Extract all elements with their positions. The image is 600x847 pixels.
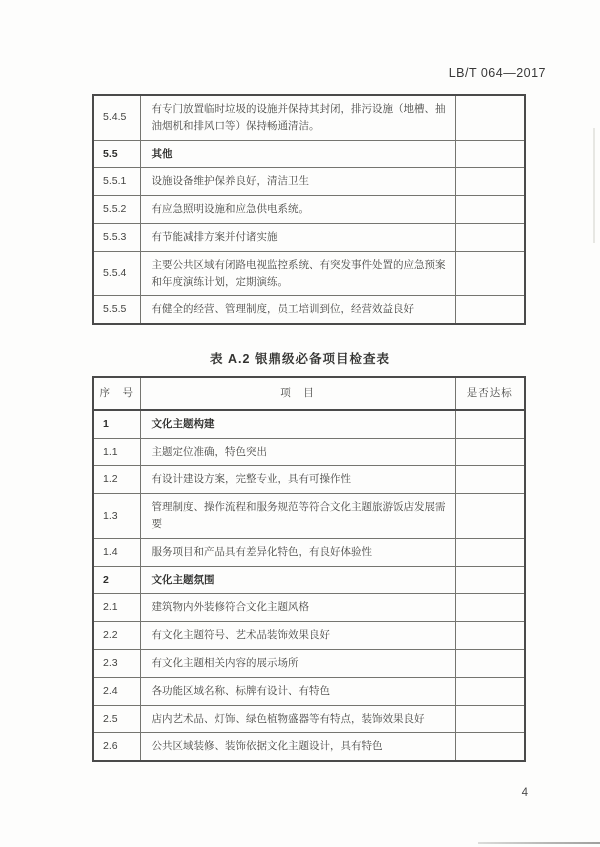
table-row: [93, 594, 525, 622]
table-row: [93, 649, 525, 677]
row-number-cell: 2.2: [93, 622, 140, 650]
row-status-cell: [455, 622, 525, 650]
row-status-cell: [455, 438, 525, 466]
table-row: [93, 494, 525, 539]
table-row: [93, 95, 525, 140]
section-row: [93, 566, 525, 594]
row-number-cell: 2.3: [93, 649, 140, 677]
row-item-cell: 设施设备维护保养良好，清洁卫生: [140, 168, 455, 196]
row-item-cell: 有节能减排方案并付诸实施: [140, 223, 455, 251]
table-row: [93, 733, 525, 761]
row-item-cell: 建筑物内外装修符合文化主题风格: [140, 594, 455, 622]
row-number-cell: 1.2: [93, 466, 140, 494]
table-row: [93, 168, 525, 196]
row-item-cell: 文化主题氛围: [140, 566, 455, 594]
standard-code: LB/T 064—2017: [448, 66, 546, 80]
row-item-cell: 有文化主题符号、艺术品装饰效果良好: [140, 622, 455, 650]
row-item-cell: 有健全的经营、管理制度，员工培训到位，经营效益良好: [140, 296, 455, 324]
section-row: [93, 140, 525, 168]
row-status-cell: [455, 594, 525, 622]
row-status-cell: [455, 466, 525, 494]
row-item-cell: 其他: [140, 140, 455, 168]
row-number-cell: 2: [93, 566, 140, 594]
scan-artifact-line: [478, 842, 600, 844]
table-row: [93, 438, 525, 466]
row-status-cell: [455, 494, 525, 539]
row-number-cell: 2.1: [93, 594, 140, 622]
header-status: 是否达标: [455, 377, 525, 410]
row-number-cell: 1: [93, 410, 140, 438]
row-number-cell: 5.5.5: [93, 296, 140, 324]
row-number-cell: 2.6: [93, 733, 140, 761]
table-row: [93, 677, 525, 705]
row-number-cell: 5.5: [93, 140, 140, 168]
table-row: [93, 251, 525, 296]
row-status-cell: [455, 733, 525, 761]
row-number-cell: 1.4: [93, 538, 140, 566]
scan-artifact-line: [593, 128, 595, 243]
section-row: [93, 410, 525, 438]
row-item-cell: 主要公共区域有闭路电视监控系统、有突发事件处置的应急预案和年度演练计划，定期演练。: [140, 251, 455, 296]
row-item-cell: 店内艺术品、灯饰、绿色植物盛器等有特点，装饰效果良好: [140, 705, 455, 733]
row-status-cell: [455, 140, 525, 168]
table-caption: 表 A.2 银鼎级必备项目检查表: [210, 352, 390, 366]
row-item-cell: 有专门放置临时垃圾的设施并保持其封闭，排污设施（地槽、抽油烟机和排风口等）保持畅通清洁。: [140, 95, 455, 140]
row-status-cell: [455, 251, 525, 296]
row-item-cell: 有设计建设方案，完整专业，具有可操作性: [140, 466, 455, 494]
header-row: [93, 377, 525, 410]
row-number-cell: 5.4.5: [93, 95, 140, 140]
row-number-cell: 1.3: [93, 494, 140, 539]
row-number-cell: 5.5.3: [93, 223, 140, 251]
checklist-table-a2: [92, 376, 526, 762]
row-item-cell: 管理制度、操作流程和服务规范等符合文化主题旅游饭店发展需要: [140, 494, 455, 539]
header-number: 序 号: [93, 377, 140, 410]
row-item-cell: 公共区域装修、装饰依据文化主题设计，具有特色: [140, 733, 455, 761]
row-number-cell: 2.5: [93, 705, 140, 733]
row-number-cell: 5.5.4: [93, 251, 140, 296]
row-status-cell: [455, 705, 525, 733]
row-status-cell: [455, 566, 525, 594]
checklist-table-continued: [92, 94, 526, 325]
row-number-cell: 5.5.2: [93, 196, 140, 224]
table-row: [93, 466, 525, 494]
row-status-cell: [455, 168, 525, 196]
header-item: 项 目: [140, 377, 455, 410]
row-item-cell: 有应急照明设施和应急供电系统。: [140, 196, 455, 224]
row-status-cell: [455, 196, 525, 224]
row-item-cell: 主题定位准确，特色突出: [140, 438, 455, 466]
row-item-cell: 文化主题构建: [140, 410, 455, 438]
row-number-cell: 5.5.1: [93, 168, 140, 196]
table-row: [93, 296, 525, 324]
table-row: [93, 622, 525, 650]
table-row: [93, 196, 525, 224]
row-item-cell: 各功能区域名称、标牌有设计、有特色: [140, 677, 455, 705]
row-item-cell: 服务项目和产品具有差异化特色，有良好体验性: [140, 538, 455, 566]
row-status-cell: [455, 95, 525, 140]
table-row: [93, 223, 525, 251]
row-status-cell: [455, 410, 525, 438]
row-item-cell: 有文化主题相关内容的展示场所: [140, 649, 455, 677]
row-status-cell: [455, 538, 525, 566]
row-status-cell: [455, 677, 525, 705]
table-row: [93, 538, 525, 566]
row-status-cell: [455, 296, 525, 324]
row-status-cell: [455, 649, 525, 677]
row-number-cell: 1.1: [93, 438, 140, 466]
table-row: [93, 705, 525, 733]
page-number: 4: [521, 787, 528, 799]
row-number-cell: 2.4: [93, 677, 140, 705]
row-status-cell: [455, 223, 525, 251]
